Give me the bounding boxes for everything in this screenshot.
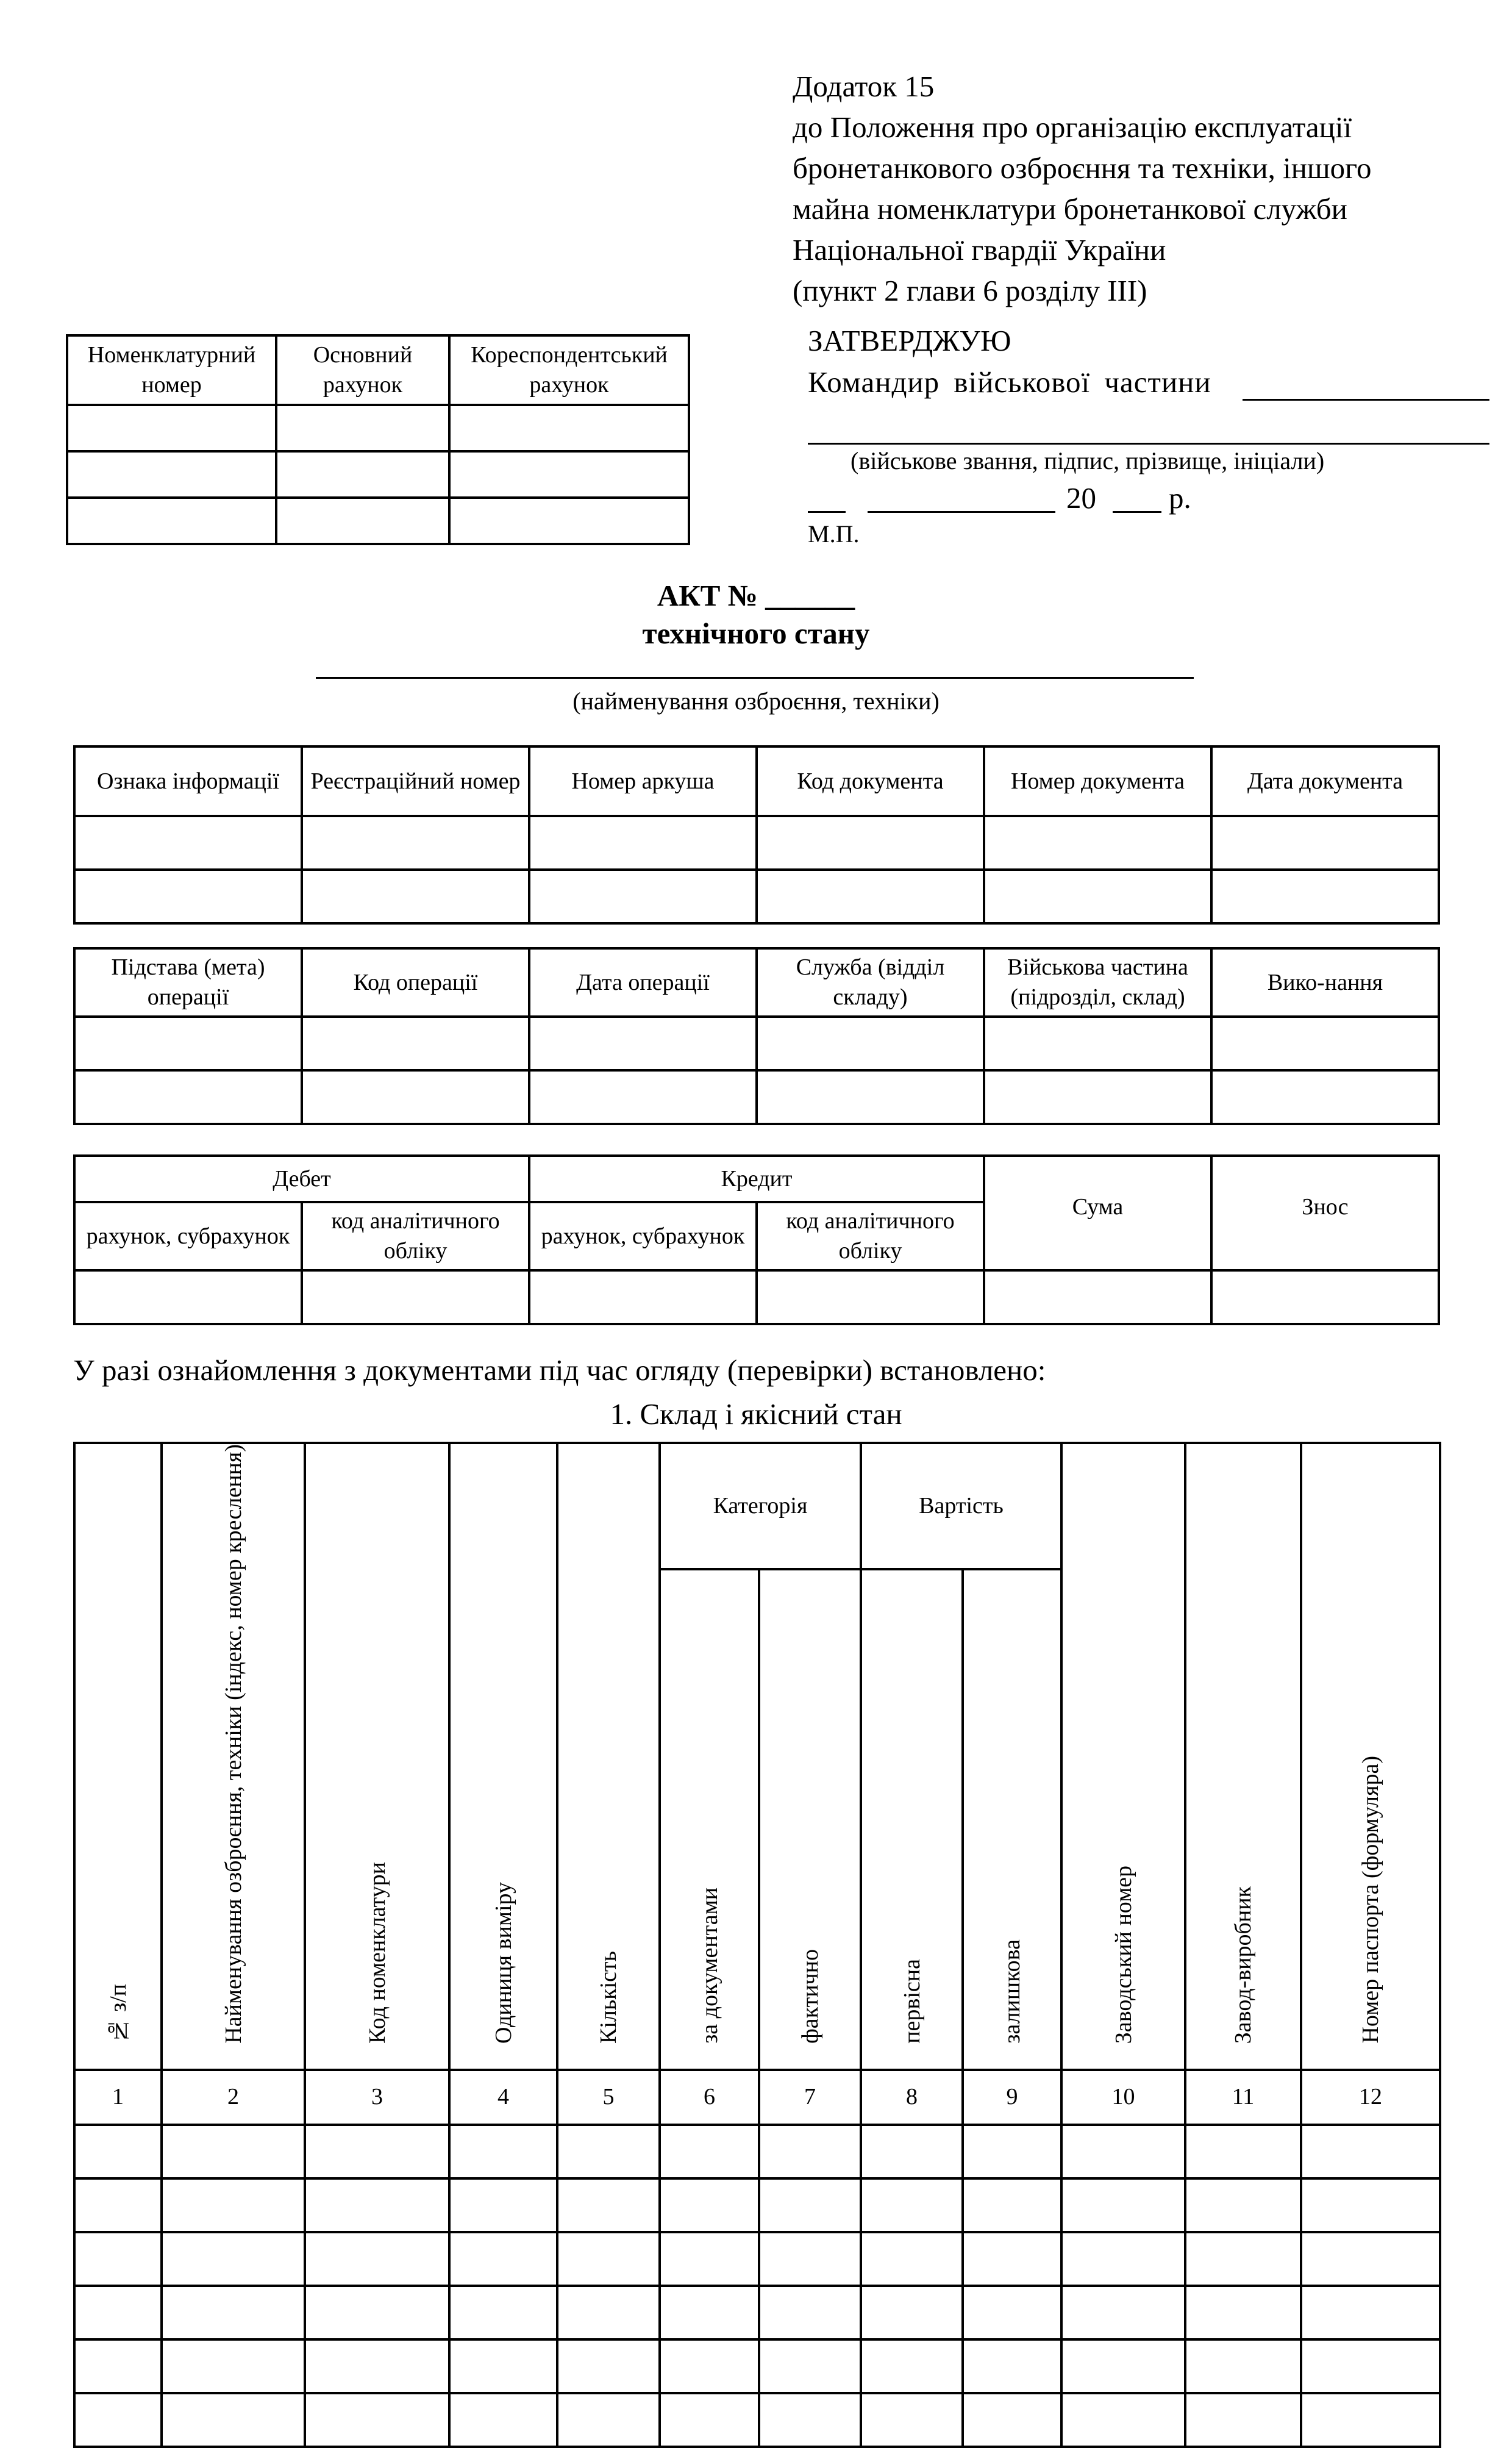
input-cell[interactable] [162, 2339, 305, 2393]
table-row [74, 2125, 1440, 2178]
input-cell[interactable] [1185, 2339, 1301, 2393]
signature-hint: (військове звання, підпис, прізвище, ініціали) [850, 447, 1325, 474]
input-cell[interactable] [305, 2125, 449, 2178]
header-operation-date: Дата операції [529, 948, 757, 1017]
annex-line: до Положення про організацію експлуатації [793, 110, 1352, 144]
input-cell[interactable] [1211, 816, 1439, 870]
input-cell[interactable] [984, 1070, 1211, 1124]
header-qty: Кількість [557, 1443, 660, 2070]
header-credit-analytic: код аналітичного обліку [757, 1202, 984, 1270]
header-document-date: Дата документа [1211, 746, 1439, 816]
input-cell[interactable] [861, 2339, 963, 2393]
equipment-name-hint: (найменування озброєння, техніки) [572, 687, 940, 715]
input-cell[interactable] [984, 1017, 1211, 1070]
input-cell[interactable] [1061, 2286, 1185, 2339]
header-residual: залишкова [963, 1569, 1061, 2070]
input-cell[interactable] [74, 1017, 302, 1070]
annex-line: майна номенклатури бронетанкової служби [793, 192, 1347, 226]
column-number: 11 [1185, 2070, 1301, 2125]
header-execution: Вико-нання [1211, 948, 1439, 1017]
input-cell[interactable] [557, 2232, 660, 2286]
input-cell[interactable] [67, 498, 276, 544]
input-cell[interactable] [74, 2286, 162, 2339]
rank-signature-line[interactable] [808, 443, 1489, 445]
header-service: Служба (відділ складу) [757, 948, 984, 1017]
equipment-name-line[interactable] [316, 677, 1194, 679]
input-cell[interactable] [162, 2286, 305, 2339]
header-document-code: Код документа [757, 746, 984, 816]
column-number: 9 [963, 2070, 1061, 2125]
input-cell[interactable] [984, 816, 1211, 870]
header-category: Категорія [660, 1443, 861, 1569]
input-cell[interactable] [276, 498, 449, 544]
header-by-docs: за документами [660, 1569, 759, 2070]
column-number: 5 [557, 2070, 660, 2125]
input-cell[interactable] [1061, 2393, 1185, 2447]
column-number: 10 [1061, 2070, 1185, 2125]
input-cell[interactable] [302, 1270, 529, 1324]
input-cell[interactable] [1301, 2178, 1440, 2232]
input-cell[interactable] [759, 2393, 861, 2447]
header-maker: Завод-виробник [1185, 1443, 1301, 2070]
input-cell[interactable] [759, 2286, 861, 2339]
input-cell[interactable] [759, 2178, 861, 2232]
input-cell[interactable] [963, 2393, 1061, 2447]
input-cell[interactable] [963, 2178, 1061, 2232]
header-credit-account: рахунок, субрахунок [529, 1202, 757, 1270]
input-cell[interactable] [660, 2393, 759, 2447]
input-cell[interactable] [557, 2125, 660, 2178]
input-cell[interactable] [74, 2393, 162, 2447]
input-cell[interactable] [74, 2178, 162, 2232]
input-cell[interactable] [1185, 2125, 1301, 2178]
input-cell[interactable] [449, 2393, 557, 2447]
column-number: 12 [1301, 2070, 1440, 2125]
input-cell[interactable] [1185, 2286, 1301, 2339]
input-cell[interactable] [861, 2125, 963, 2178]
input-cell[interactable] [449, 2286, 557, 2339]
header-registration-number: Реєстраційний номер [302, 746, 529, 816]
header-credit: Кредит [529, 1156, 984, 1202]
column-number: 3 [305, 2070, 449, 2125]
input-cell[interactable] [162, 2232, 305, 2286]
input-cell[interactable] [1061, 2178, 1185, 2232]
header-corresponding-account: Кореспондентський рахунок [449, 335, 689, 405]
input-cell[interactable] [759, 2339, 861, 2393]
input-cell[interactable] [449, 498, 689, 544]
header-code: Код номенклатури [305, 1443, 449, 2070]
operation-table [73, 947, 1440, 1125]
month-line[interactable] [868, 511, 1055, 513]
annex-line: бронетанкового озброєння та техніки, іншого [793, 151, 1372, 185]
input-cell[interactable] [1301, 2286, 1440, 2339]
input-cell[interactable] [74, 2125, 162, 2178]
header-num: № з/п [74, 1443, 162, 2070]
year-prefix: 20 [1066, 481, 1096, 515]
intro-text: У разі ознайомлення з документами під час огляду (перевірки) встановлено: [73, 1353, 1046, 1387]
input-cell[interactable] [660, 2125, 759, 2178]
header-debit: Дебет [74, 1156, 529, 1202]
input-cell[interactable] [1061, 2339, 1185, 2393]
header-operation-code: Код операції [302, 948, 529, 1017]
header-debit-analytic: код аналітичного обліку [302, 1202, 529, 1270]
composition-table [73, 1442, 1441, 2448]
ledger-table [73, 1154, 1440, 1325]
table-row [74, 2178, 1440, 2232]
input-cell[interactable] [757, 870, 984, 923]
input-cell[interactable] [305, 2393, 449, 2447]
column-number: 7 [759, 2070, 861, 2125]
input-cell[interactable] [1061, 2125, 1185, 2178]
input-cell[interactable] [660, 2286, 759, 2339]
input-cell[interactable] [1211, 1017, 1439, 1070]
input-cell[interactable] [67, 451, 276, 498]
annex-line: Додаток 15 [793, 70, 935, 103]
input-cell[interactable] [861, 2393, 963, 2447]
input-cell[interactable] [1211, 870, 1439, 923]
column-number: 2 [162, 2070, 305, 2125]
header-serial: Заводський номер [1061, 1443, 1185, 2070]
input-cell[interactable] [963, 2232, 1061, 2286]
input-cell[interactable] [276, 405, 449, 451]
input-cell[interactable] [529, 1270, 757, 1324]
input-cell[interactable] [162, 2178, 305, 2232]
input-cell[interactable] [74, 1070, 302, 1124]
input-cell[interactable] [162, 2125, 305, 2178]
input-cell[interactable] [557, 2339, 660, 2393]
input-cell[interactable] [1061, 2232, 1185, 2286]
header-actual: фактично [759, 1569, 861, 2070]
input-cell[interactable] [759, 2232, 861, 2286]
header-nomenclature-number: Номенклатурний номер [67, 335, 276, 405]
input-cell[interactable] [302, 816, 529, 870]
header-info-sign: Ознака інформації [74, 746, 302, 816]
day-line[interactable] [808, 511, 846, 513]
input-cell[interactable] [963, 2286, 1061, 2339]
input-cell[interactable] [529, 816, 757, 870]
input-cell[interactable] [449, 2125, 557, 2178]
header-sum: Сума [984, 1156, 1211, 1270]
input-cell[interactable] [305, 2339, 449, 2393]
input-cell[interactable] [757, 1070, 984, 1124]
input-cell[interactable] [449, 405, 689, 451]
header-debit-account: рахунок, субрахунок [74, 1202, 302, 1270]
input-cell[interactable] [305, 2232, 449, 2286]
input-cell[interactable] [529, 870, 757, 923]
act-subtitle: технічного стану [642, 617, 870, 650]
input-cell[interactable] [757, 1270, 984, 1324]
input-cell[interactable] [757, 1017, 984, 1070]
header-passport: Номер паспорта (формуляра) [1301, 1443, 1440, 2070]
commander-label: Командир військової частини [808, 365, 1211, 399]
input-cell[interactable] [529, 1017, 757, 1070]
input-cell[interactable] [1211, 1070, 1439, 1124]
column-number: 4 [449, 2070, 557, 2125]
input-cell[interactable] [759, 2125, 861, 2178]
input-cell[interactable] [963, 2339, 1061, 2393]
annex-block [793, 66, 1494, 311]
input-cell[interactable] [449, 2232, 557, 2286]
input-cell[interactable] [984, 870, 1211, 923]
input-cell[interactable] [302, 1017, 529, 1070]
act-title: АКТ № ______ [657, 579, 855, 612]
input-cell[interactable] [660, 2178, 759, 2232]
input-cell[interactable] [861, 2232, 963, 2286]
input-cell[interactable] [74, 2232, 162, 2286]
input-cell[interactable] [449, 451, 689, 498]
input-cell[interactable] [984, 1270, 1211, 1324]
input-cell[interactable] [1185, 2178, 1301, 2232]
header-document-number: Номер документа [984, 746, 1211, 816]
input-cell[interactable] [757, 816, 984, 870]
input-cell[interactable] [1185, 2393, 1301, 2447]
table-row [74, 2339, 1440, 2393]
input-cell[interactable] [305, 2286, 449, 2339]
info-table [73, 745, 1440, 925]
table-row [74, 2393, 1440, 2447]
input-cell[interactable] [557, 2393, 660, 2447]
column-number: 6 [660, 2070, 759, 2125]
section-title: 1. Склад і якісний стан [610, 1397, 902, 1431]
annex-line: (пункт 2 глави 6 розділу III) [793, 274, 1147, 307]
header-sheet-number: Номер аркуша [529, 746, 757, 816]
accounts-table [66, 334, 690, 545]
input-cell[interactable] [557, 2286, 660, 2339]
input-cell[interactable] [861, 2178, 963, 2232]
annex-line: Національної гвардії України [793, 233, 1166, 267]
header-depreciation: Знос [1211, 1156, 1439, 1270]
input-cell[interactable] [1301, 2393, 1440, 2447]
input-cell[interactable] [1301, 2232, 1440, 2286]
stamp-label: М.П. [808, 520, 860, 548]
header-unit: Одиниця виміру [449, 1443, 557, 2070]
input-cell[interactable] [660, 2232, 759, 2286]
year-suffix: р. [1169, 481, 1191, 515]
input-cell[interactable] [74, 1270, 302, 1324]
table-row [74, 2232, 1440, 2286]
column-number: 1 [74, 2070, 162, 2125]
column-number: 8 [861, 2070, 963, 2125]
input-cell[interactable] [557, 2178, 660, 2232]
input-cell[interactable] [1211, 1270, 1439, 1324]
header-initial: первісна [861, 1569, 963, 2070]
input-cell[interactable] [861, 2286, 963, 2339]
input-cell[interactable] [1301, 2125, 1440, 2178]
input-cell[interactable] [302, 870, 529, 923]
header-operation-basis: Підстава (мета) операції [74, 948, 302, 1017]
input-cell[interactable] [1301, 2339, 1440, 2393]
input-cell[interactable] [449, 2339, 557, 2393]
input-cell[interactable] [67, 405, 276, 451]
input-cell[interactable] [305, 2178, 449, 2232]
input-cell[interactable] [963, 2125, 1061, 2178]
year-line[interactable] [1113, 511, 1161, 513]
input-cell[interactable] [302, 1070, 529, 1124]
input-cell[interactable] [660, 2339, 759, 2393]
header-name: Найменування озброєння, техніки (індекс, номер креслення) [162, 1443, 305, 2070]
input-cell[interactable] [449, 2178, 557, 2232]
column-numbers-row [74, 2070, 1440, 2125]
input-cell[interactable] [1185, 2232, 1301, 2286]
input-cell[interactable] [74, 816, 302, 870]
header-cost: Вартість [861, 1443, 1061, 1569]
input-cell[interactable] [74, 2339, 162, 2393]
header-main-account: Основний рахунок [276, 335, 449, 405]
input-cell[interactable] [74, 870, 302, 923]
input-cell[interactable] [162, 2393, 305, 2447]
input-cell[interactable] [276, 451, 449, 498]
approval-heading: ЗАТВЕРДЖУЮ [808, 324, 1011, 357]
input-cell[interactable] [529, 1070, 757, 1124]
header-military-unit: Військова частина (підрозділ, склад) [984, 948, 1211, 1017]
commander-line[interactable] [1243, 399, 1489, 401]
table-row [74, 2286, 1440, 2339]
